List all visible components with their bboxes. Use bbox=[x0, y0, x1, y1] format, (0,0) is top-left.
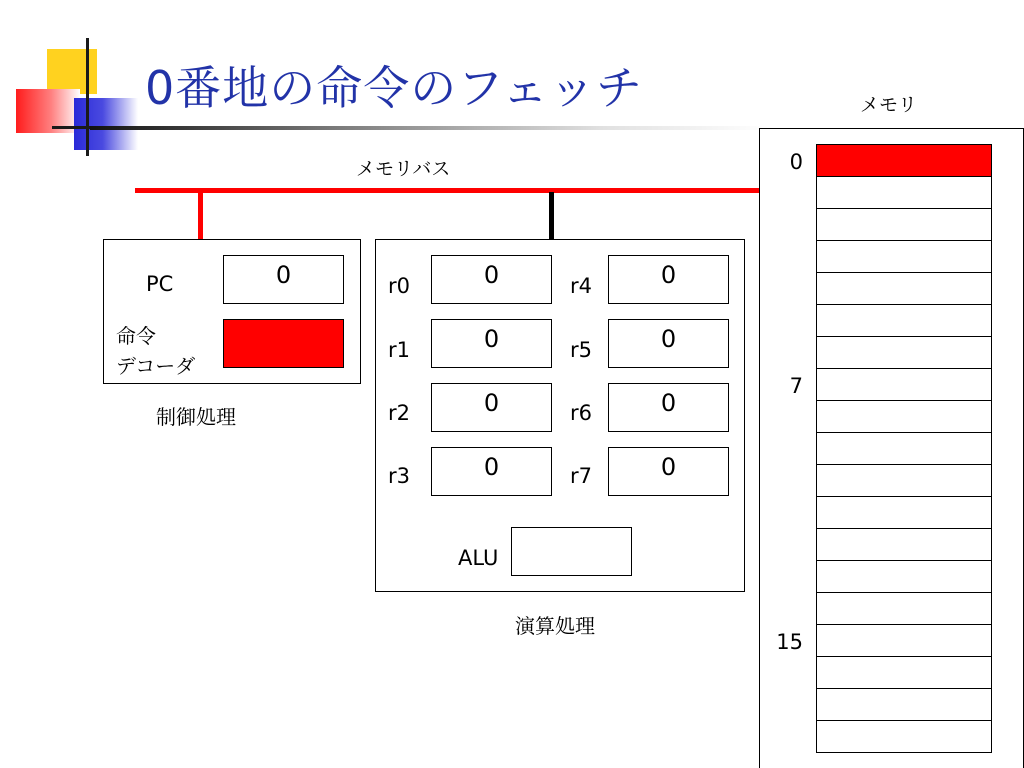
arith-unit-caption: 演算処理 bbox=[515, 614, 595, 638]
memory-address-label: 0 bbox=[789, 150, 803, 174]
memory-address-label: 15 bbox=[776, 630, 803, 654]
title-ornament-vline bbox=[86, 38, 89, 156]
alu-box bbox=[511, 527, 632, 576]
memory-cell-13 bbox=[816, 560, 992, 593]
memory-bus-label: メモリバス bbox=[356, 158, 451, 180]
memory-cell-7 bbox=[816, 368, 992, 401]
memory-cell-5 bbox=[816, 304, 992, 337]
memory-cell-11 bbox=[816, 496, 992, 529]
memory-cell-1 bbox=[816, 176, 992, 209]
decoder-label-line2: デコーダ bbox=[116, 354, 196, 378]
memory-label: メモリ bbox=[860, 94, 918, 116]
instruction-decoder bbox=[223, 319, 344, 368]
register-r2: 0 bbox=[431, 383, 552, 432]
memory-address-label: 7 bbox=[789, 374, 803, 398]
control-bus-connector bbox=[198, 192, 203, 240]
memory-cell-12 bbox=[816, 528, 992, 561]
memory-cell-18 bbox=[816, 720, 992, 753]
title-underline bbox=[90, 126, 770, 130]
decoder-label-line1: 命令 bbox=[116, 324, 156, 348]
memory-cell-0 bbox=[816, 144, 992, 177]
memory-cell-2 bbox=[816, 208, 992, 241]
title-ornament-blue bbox=[74, 98, 138, 150]
memory-cell-15 bbox=[816, 624, 992, 657]
register-r6: 0 bbox=[608, 383, 729, 432]
register-label-r2: r2 bbox=[388, 401, 410, 425]
memory-cell-4 bbox=[816, 272, 992, 305]
register-r5: 0 bbox=[608, 319, 729, 368]
memory-cell-16 bbox=[816, 656, 992, 689]
register-label-r6: r6 bbox=[570, 401, 592, 425]
register-label-r1: r1 bbox=[388, 338, 410, 362]
register-label-r0: r0 bbox=[388, 274, 410, 298]
memory-cell-17 bbox=[816, 688, 992, 721]
register-label-r4: r4 bbox=[570, 274, 592, 298]
memory-cell-10 bbox=[816, 464, 992, 497]
register-r7: 0 bbox=[608, 447, 729, 496]
register-label-r3: r3 bbox=[388, 464, 410, 488]
alu-label: ALU bbox=[458, 546, 499, 570]
memory-cell-3 bbox=[816, 240, 992, 273]
register-label-r7: r7 bbox=[570, 464, 592, 488]
register-label-r5: r5 bbox=[570, 338, 592, 362]
register-r1: 0 bbox=[431, 319, 552, 368]
title-ornament-yellow bbox=[47, 49, 97, 94]
pc-register: 0 bbox=[223, 255, 344, 304]
memory-bus-line bbox=[135, 188, 761, 193]
register-r3: 0 bbox=[431, 447, 552, 496]
memory-cell-9 bbox=[816, 432, 992, 465]
memory-cell-14 bbox=[816, 592, 992, 625]
memory-cell-6 bbox=[816, 336, 992, 369]
slide-title: 0番地の命令のフェッチ bbox=[145, 61, 643, 115]
memory-cell-8 bbox=[816, 400, 992, 433]
control-unit-caption: 制御処理 bbox=[156, 405, 236, 429]
register-r0: 0 bbox=[431, 255, 552, 304]
register-r4: 0 bbox=[608, 255, 729, 304]
pc-label: PC bbox=[146, 272, 174, 296]
arith-bus-connector bbox=[549, 192, 554, 240]
